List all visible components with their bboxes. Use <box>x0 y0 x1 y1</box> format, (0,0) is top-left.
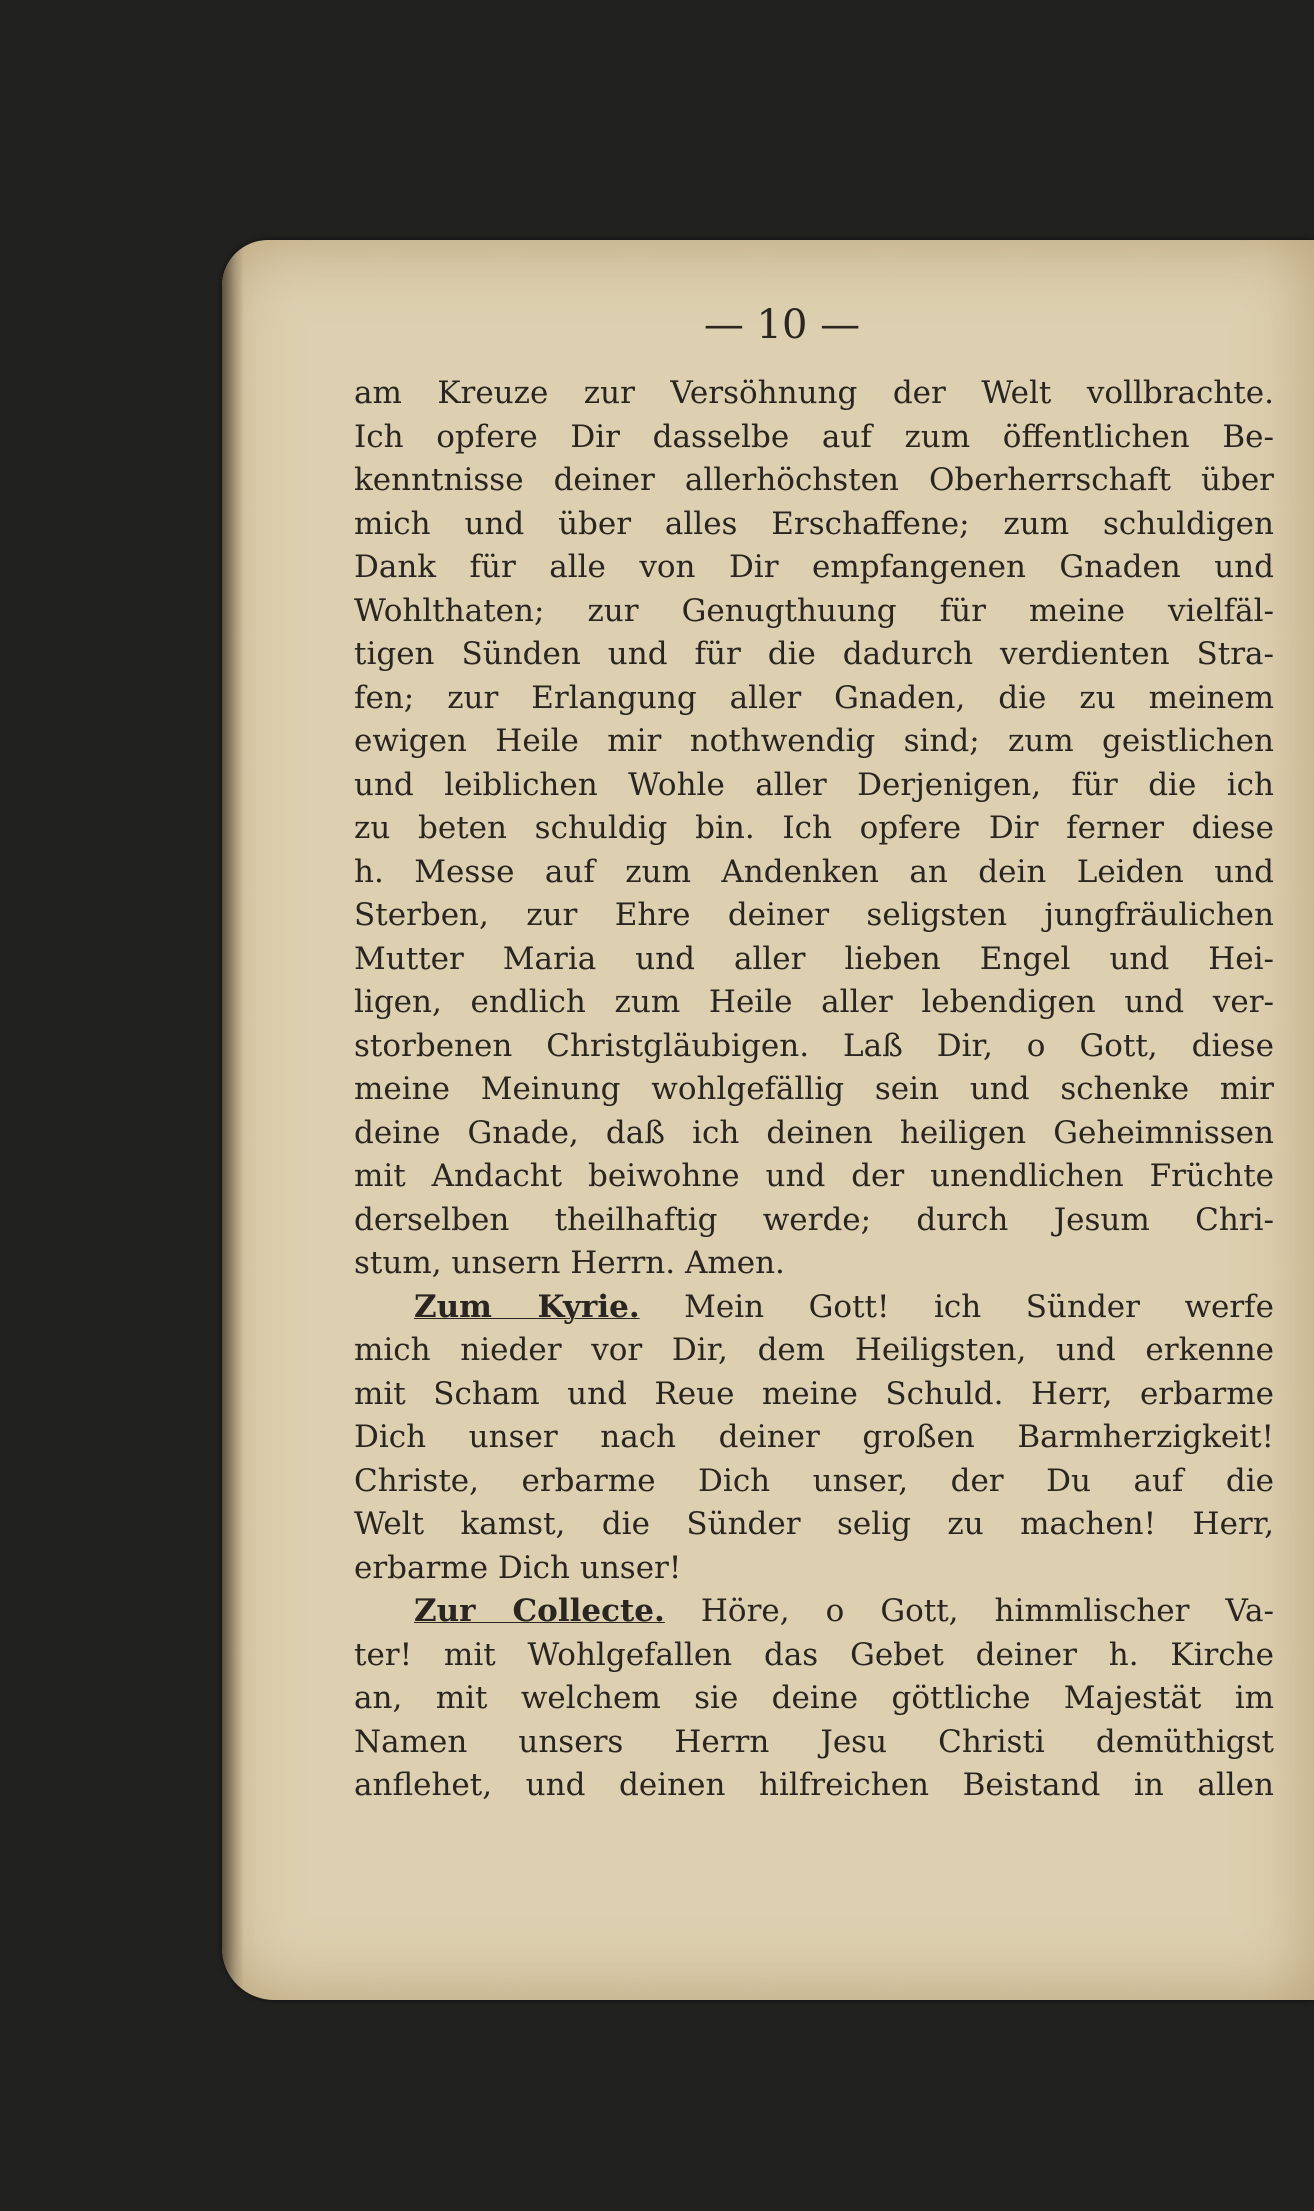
book-page <box>222 240 1314 2000</box>
text-line: Welt kamst, die Sünder selig zu machen! Herr, <box>354 1506 1274 1542</box>
text-line: Sterben, zur Ehre deiner seligsten jungfräulichen <box>354 897 1274 933</box>
page-number: — 10 — <box>703 302 861 348</box>
text-line: ter! mit Wohlgefallen das Gebet deiner h. Kirche <box>354 1636 1274 1673</box>
collecte-first-line <box>354 1590 1274 1634</box>
text-line: Namen unsers Herrn Jesu Christi demüthigst <box>354 1723 1274 1760</box>
text-line: h. Messe auf zum Andenken an dein Leiden und <box>354 853 1274 890</box>
text-line: derselben theilhaftig werde; durch Jesum Chri- <box>354 1201 1274 1238</box>
text-line: mit Scham und Reue meine Schuld. Herr, erbarme <box>354 1375 1274 1412</box>
text-line: Ich opfere Dir dasselbe auf zum öffentlichen Be- <box>354 418 1274 455</box>
text-line: tigen Sünden und für die dadurch verdienten Stra- <box>354 636 1274 672</box>
text-line: anflehet, und deinen hilfreichen Beistand in allen <box>354 1767 1274 1803</box>
text-line: Christe, erbarme Dich unser, der Du auf die <box>354 1462 1274 1499</box>
text-line: storbenen Christgläubigen. Laß Dir, o Gott, diese <box>354 1027 1274 1064</box>
kyrie-heading: Zum Kyrie. <box>414 1288 640 1325</box>
text-line: und leiblichen Wohle aller Derjenigen, für die ich <box>354 766 1274 803</box>
text-block <box>354 372 1274 1808</box>
text-line: an, mit welchem sie deine göttliche Majestät im <box>354 1680 1274 1716</box>
kyrie-first-line <box>354 1286 1274 1330</box>
text-line: am Kreuze zur Versöhnung der Welt vollbrachte. <box>354 375 1274 411</box>
text-line: mit Andacht beiwohne und der unendlichen Früchte <box>354 1158 1274 1194</box>
text-line: ligen, endlich zum Heile aller lebendigen und ver- <box>354 984 1274 1020</box>
text-line: Dich unser nach deiner großen Barmherzigkeit! <box>354 1419 1274 1455</box>
text-line: mich nieder vor Dir, dem Heiligsten, und erkenne <box>354 1332 1274 1368</box>
text-line: mich und über alles Erschaffene; zum schuldigen <box>354 505 1274 542</box>
text-line: zu beten schuldig bin. Ich opfere Dir ferner diese <box>354 810 1274 846</box>
text-line: deine Gnade, daß ich deinen heiligen Geheimnissen <box>354 1114 1274 1151</box>
text-line: fen; zur Erlangung aller Gnaden, die zu meinem <box>354 679 1274 716</box>
text-line: stum, unsern Herrn. Amen. <box>354 1245 785 1281</box>
text-span: Höre, o Gott, himmlischer Va- <box>664 1593 1274 1629</box>
text-line: Dank für alle von Dir empfangenen Gnaden und <box>354 549 1274 585</box>
text-line: Wohlthaten; zur Genugthuung für meine vielfäl- <box>354 592 1274 629</box>
text-line: erbarme Dich unser! <box>354 1549 682 1586</box>
text-line: meine Meinung wohlgefällig sein und schenke mir <box>354 1071 1274 1107</box>
text-line: ewigen Heile mir nothwendig sind; zum geistlichen <box>354 723 1274 759</box>
text-span: Mein Gott! ich Sünder werfe <box>639 1288 1274 1325</box>
text-line: Mutter Maria und aller lieben Engel und Hei- <box>354 940 1274 977</box>
collecte-heading: Zur Collecte. <box>414 1593 665 1629</box>
text-line: kenntnisse deiner allerhöchsten Oberherrschaft über <box>354 462 1274 498</box>
